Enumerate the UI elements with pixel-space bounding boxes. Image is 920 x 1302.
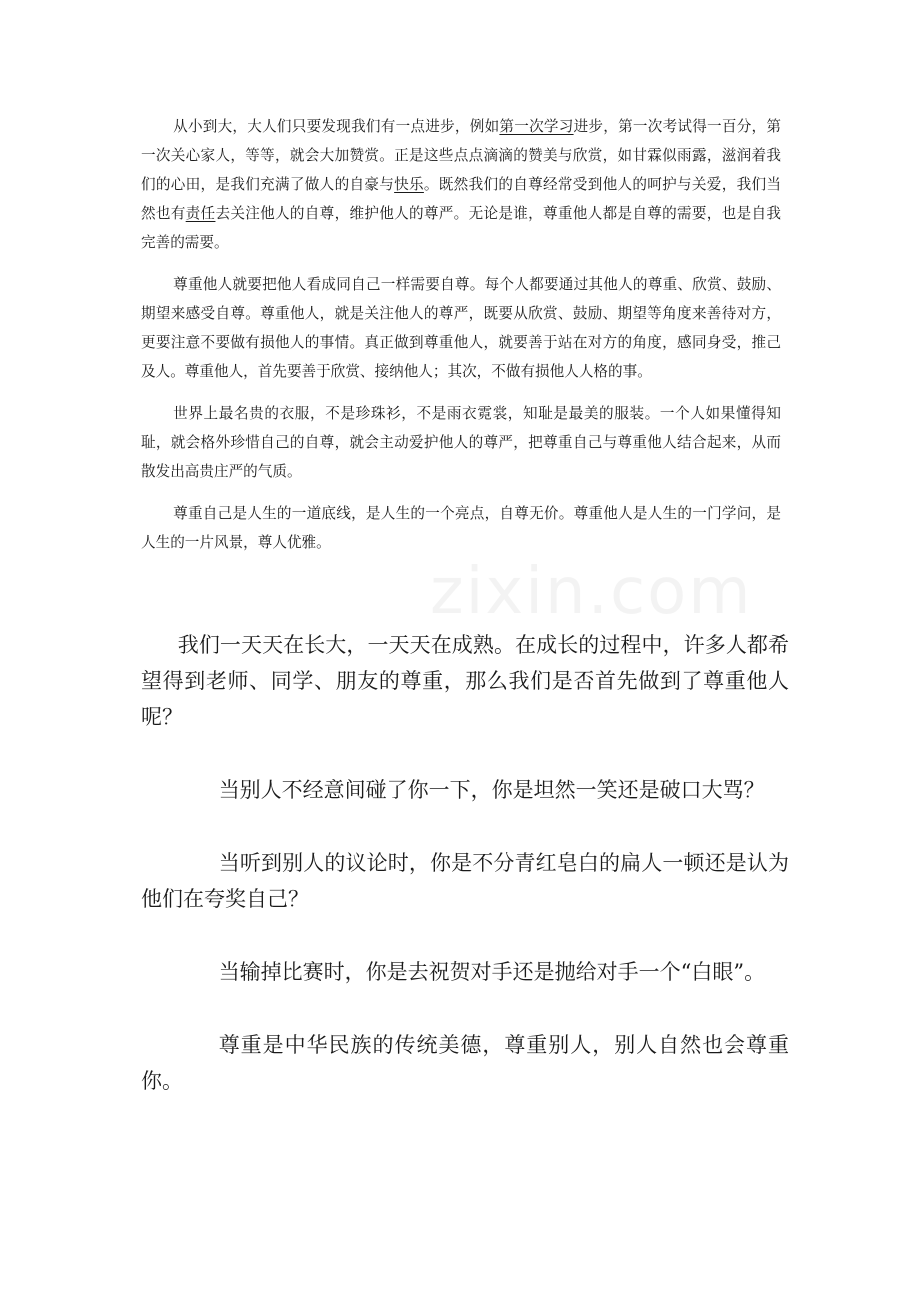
paragraph-sense-of-shame (141, 399, 781, 486)
paragraph-text: 从小到大，大人们只要发现我们有一点进步，例如 (173, 118, 500, 135)
paragraph-respect-others (141, 270, 781, 386)
paragraph-text: 进步，第一次考试得一百分，第一次关心家人，等等，就会大加赞赏。正是这些点点滴滴的赞美与欣赏，如甘霖似雨露，滋润着我们的心田，是我们充满了做人的自豪与 (141, 118, 781, 193)
paragraph-text: 去关注他人的自尊，维护他人的尊严。无论是谁，尊重他人都是自尊的需要，也是自我完善的需要。 (141, 205, 781, 251)
paragraph-question-bump: 当别人不经意间碰了你一下，你是坦然一笑还是破口大骂？ (218, 778, 765, 802)
small-text-section (141, 112, 781, 570)
paragraph-growing-up: 我们一天天在长大，一天天在成熟。在成长的过程中，许多人都希望得到老师、同学、朋友的尊重，那么我们是否首先做到了尊重他人呢？ (141, 633, 789, 729)
paragraph-text: 世界上最名贵的衣服，不是珍珠衫，不是雨衣霓裳，知耻是最美的服装。一个人如果懂得知耻，就会格外珍惜自己的自尊，就会主动爱护他人的尊严，把尊重自己与尊重他人结合起来，从而散发出高贵庄严的气质。 (141, 405, 781, 480)
paragraph-question-gossip: 当听到别人的议论时，你是不分青红皂白的扁人一顿还是认为他们在夸奖自己？ (141, 851, 789, 911)
paragraph-question-losing: 当输掉比赛时，你是去祝贺对手还是抛给对手一个“白眼”。 (218, 960, 766, 984)
paragraph-childhood-praise (141, 112, 781, 257)
paragraph-text: 尊重他人就要把他人看成同自己一样需要自尊。每个人都要通过其他人的尊重、欣赏、鼓励、期望来感受自尊。尊重他人，就是关注他人的尊严，既要从欣赏、鼓励、期望等角度来善待对方，更要注意不要做有损他人的事情。真正做到尊重他人，就要善于站在对方的角度，感同身受，推己及人。尊重他人，首先要善于欣赏、接纳他人；其次，不做有损他人人格的事。 (141, 276, 781, 380)
link-happiness[interactable]: 快乐 (394, 176, 424, 193)
link-responsibility[interactable]: 责任 (185, 205, 216, 222)
paragraph-text: 。既然我们的自尊经常受到他人的呵护与关爱，我们当然也有 (141, 176, 781, 222)
link-first-study[interactable]: 第一次学习 (499, 118, 574, 135)
paragraph-conclusion: 尊重是中华民族的传统美德，尊重别人，别人自然也会尊重你。 (141, 1033, 789, 1093)
paragraph-text: 尊重自己是人生的一道底线，是人生的一个亮点，自尊无价。尊重他人是人生的一门学问，是人生的一片风景，尊人优雅。 (141, 505, 781, 551)
paragraph-self-respect (141, 499, 781, 557)
large-text-section (141, 627, 789, 1099)
